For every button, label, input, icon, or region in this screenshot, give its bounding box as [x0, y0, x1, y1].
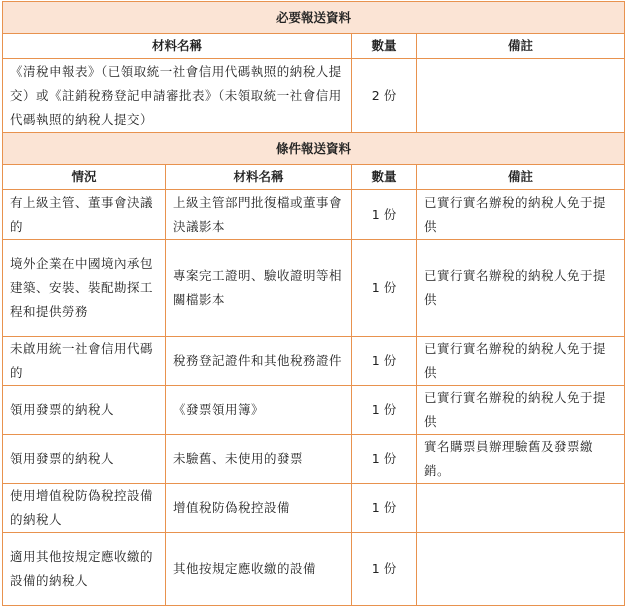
table-row	[3, 190, 625, 240]
row-situation: 領用發票的納稅人	[3, 435, 166, 484]
table-row	[3, 386, 625, 435]
row-note: 已實行實名辦稅的納稅人免于提供	[417, 386, 625, 435]
required-header-material: 材料名稱	[3, 34, 352, 59]
conditional-section-header	[3, 133, 625, 165]
required-header-note: 備註	[417, 34, 625, 59]
table-row	[3, 484, 625, 533]
required-row	[3, 59, 625, 133]
row-situation: 境外企業在中國境內承包建築、安裝、裝配勘探工程和提供勞務	[3, 240, 166, 337]
required-material: 《清稅申報表》（已領取統一社會信用代碼執照的納稅人提交）或《註銷稅務登記申請審批表》（未領取統一社會信用代碼執照的納稅人提交）	[3, 59, 352, 133]
required-header-qty: 數量	[352, 34, 417, 59]
row-note	[417, 484, 625, 533]
row-situation: 使用增值稅防偽稅控設備的納稅人	[3, 484, 166, 533]
conditional-header-note: 備註	[417, 165, 625, 190]
required-section-header	[3, 2, 625, 34]
row-qty: 1 份	[352, 435, 417, 484]
row-note	[417, 533, 625, 606]
conditional-header-qty: 數量	[352, 165, 417, 190]
row-material: 增值稅防偽稅控設備	[166, 484, 352, 533]
row-situation: 領用發票的納稅人	[3, 386, 166, 435]
row-situation: 未啟用統一社會信用代碼的	[3, 337, 166, 386]
table-row	[3, 533, 625, 606]
row-note: 已實行實名辦稅的納稅人免于提供	[417, 240, 625, 337]
row-material: 稅務登記證件和其他稅務證件	[166, 337, 352, 386]
row-material: 專案完工證明、驗收證明等相關檔影本	[166, 240, 352, 337]
materials-table	[2, 1, 625, 606]
row-qty: 1 份	[352, 240, 417, 337]
conditional-header-situation: 情況	[3, 165, 166, 190]
row-note: 實名購票員辦理驗舊及發票繳銷。	[417, 435, 625, 484]
required-note	[417, 59, 625, 133]
row-qty: 1 份	[352, 533, 417, 606]
table-row	[3, 435, 625, 484]
row-situation: 有上級主管、董事會決議的	[3, 190, 166, 240]
conditional-section-title: 條件報送資料	[3, 133, 625, 165]
row-material: 其他按規定應收繳的設備	[166, 533, 352, 606]
row-note: 已實行實名辦稅的納稅人免于提供	[417, 190, 625, 240]
required-qty: 2 份	[352, 59, 417, 133]
row-material: 未驗舊、未使用的發票	[166, 435, 352, 484]
row-note: 已實行實名辦稅的納稅人免于提供	[417, 337, 625, 386]
row-situation: 適用其他按規定應收繳的設備的納稅人	[3, 533, 166, 606]
required-section-title: 必要報送資料	[3, 2, 625, 34]
row-qty: 1 份	[352, 386, 417, 435]
table-row	[3, 337, 625, 386]
table-row	[3, 240, 625, 337]
required-header-row	[3, 34, 625, 59]
row-material: 上級主管部門批復檔或董事會決議影本	[166, 190, 352, 240]
row-qty: 1 份	[352, 337, 417, 386]
row-material: 《發票領用簿》	[166, 386, 352, 435]
row-qty: 1 份	[352, 484, 417, 533]
conditional-header-material: 材料名稱	[166, 165, 352, 190]
row-qty: 1 份	[352, 190, 417, 240]
conditional-header-row	[3, 165, 625, 190]
